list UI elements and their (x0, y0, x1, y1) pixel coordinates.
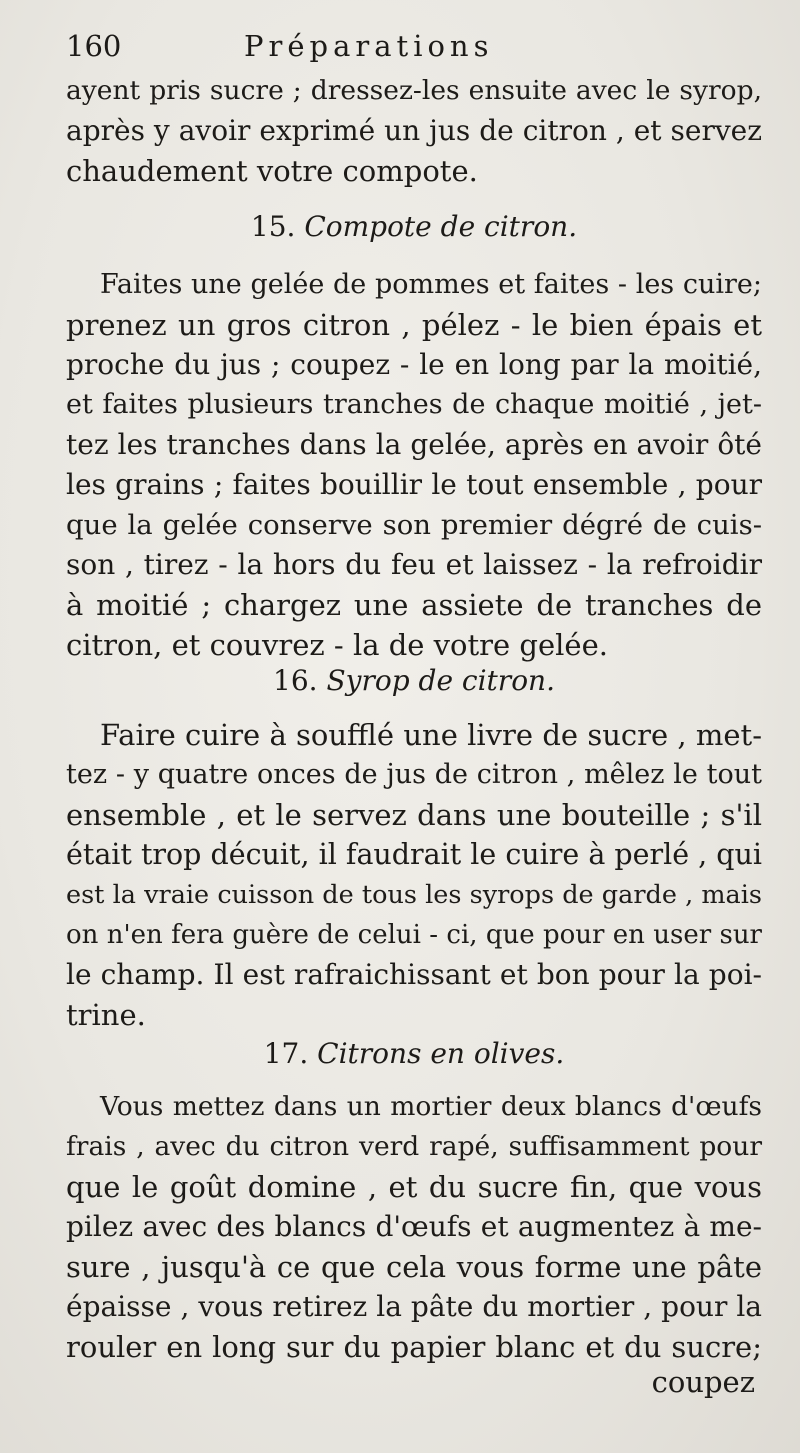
section-heading (66, 1034, 762, 1074)
text-line: est la vraie cuisson de tous les syrops de garde , mais (66, 880, 762, 910)
text-line: était trop décuit, il faudrait le cuire à perlé , qui (66, 838, 762, 871)
page-number: 160 (66, 29, 122, 63)
text-line: citron, et couvrez - la de votre gelée. (66, 628, 608, 662)
page-header (66, 26, 746, 66)
section-title: Compote de citron. (304, 210, 578, 243)
text-line: que le goût domine , et du sucre fin, que vous (66, 1170, 762, 1204)
section-number: 15. (250, 210, 296, 243)
text-line: pilez avec des blancs d'œufs et augmentez à me- (66, 1210, 762, 1243)
section-number: 16. (273, 664, 318, 697)
section-17 (66, 1034, 762, 1074)
section-title: Citrons en olives. (317, 1037, 565, 1070)
intro-paragraph (66, 71, 762, 191)
section-16-body (66, 715, 762, 1035)
text-line: que la gelée conserve son premier dégré de cuis- (66, 509, 762, 541)
text-line: à moitié ; chargez une assiete de tranches de (66, 588, 762, 622)
text-line: et faites plusieurs tranches de chaque moitié , jet- (66, 389, 762, 420)
text-line: proche du jus ; coupez - le en long par la moitié, (66, 348, 762, 381)
text-line: après y avoir exprimé un jus de citron , et servez (66, 114, 762, 147)
text-line: Faites une gelée de pommes et faites - les cuire; (100, 269, 762, 300)
section-heading (66, 661, 762, 701)
text-line: tez les tranches dans la gelée, après en avoir ôté (66, 428, 762, 461)
text-line: rouler en long sur du papier blanc et du sucre; (66, 1330, 762, 1364)
text-line: le champ. Il est rafraichissant et bon pour la poi- (66, 958, 762, 991)
text-line: on n'en fera guère de celui - ci, que pour en user sur (66, 920, 762, 950)
section-15 (66, 207, 762, 247)
text-line: Vous mettez dans un mortier deux blancs d'œufs (100, 1091, 762, 1122)
text-line: épaisse , vous retirez la pâte du mortier , pour la (66, 1290, 762, 1323)
text-line: les grains ; faites bouillir le tout ensemble , pour (66, 468, 762, 501)
text-line: frais , avec du citron verd rapé, suffisamment pour (66, 1131, 762, 1162)
text-line: prenez un gros citron , pélez - le bien épais et (66, 308, 762, 342)
section-15-body (66, 265, 762, 665)
text-line: Faire cuire à soufflé une livre de sucre , met- (100, 718, 762, 752)
section-16 (66, 661, 762, 701)
section-17-body (66, 1087, 762, 1367)
text-line: son , tirez - la hors du feu et laissez - la refroidir (66, 548, 762, 581)
running-head: Préparations (244, 29, 494, 63)
catchword: coupez (651, 1365, 755, 1399)
text-line: chaudement votre compote. (66, 154, 478, 188)
section-title: Syrop de citron. (326, 664, 555, 697)
text-line: ensemble , et le servez dans une bouteille ; s'il (66, 798, 762, 832)
text-line: ayent pris sucre ; dressez-les ensuite avec le syrop, (66, 75, 762, 106)
section-heading (66, 207, 762, 247)
text-line: tez - y quatre onces de jus de citron , mêlez le tout (66, 759, 762, 790)
section-number: 17. (263, 1037, 309, 1070)
text-line: sure , jusqu'à ce que cela vous forme une pâte (66, 1250, 762, 1284)
text-line: trine. (66, 998, 146, 1032)
